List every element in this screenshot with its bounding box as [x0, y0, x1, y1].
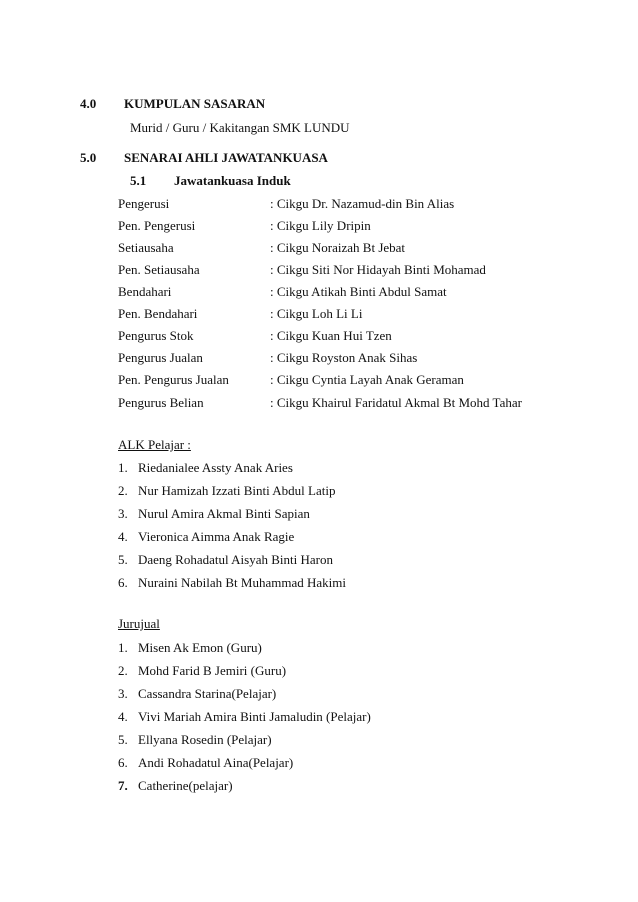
list-number: 5.: [118, 732, 128, 747]
committee-name: : Cikgu Royston Anak Sihas: [270, 350, 418, 365]
list-text: Daeng Rohadatul Aisyah Binti Haron: [138, 552, 333, 567]
committee-name: : Cikgu Siti Nor Hidayah Binti Mohamad: [270, 262, 486, 277]
list-text: Mohd Farid B Jemiri (Guru): [138, 663, 287, 678]
committee-name: : Cikgu Dr. Nazamud-din Bin Alias: [270, 196, 455, 211]
list-number: 7.: [118, 778, 128, 793]
list-item: [118, 778, 233, 794]
list-text: Nuraini Nabilah Bt Muhammad Hakimi: [138, 575, 346, 590]
list-text: Andi Rohadatul Aina(Pelajar): [138, 755, 294, 770]
committee-row: [118, 240, 618, 258]
list-item: [118, 732, 272, 748]
list-item: [118, 709, 371, 725]
list-item: [118, 506, 310, 522]
committee-row: [118, 262, 618, 280]
list-item: [118, 529, 294, 545]
list-item: [118, 755, 293, 771]
list-number: 3.: [118, 506, 128, 521]
committee-role: Pen. Setiausaha: [118, 262, 200, 277]
section-5-1-number: 5.1: [130, 173, 147, 188]
list-text: Catherine(pelajar): [138, 778, 233, 793]
committee-role: Pengurus Belian: [118, 395, 204, 410]
section-4-content: Murid / Guru / Kakitangan SMK LUNDU: [130, 120, 350, 135]
section-5-number: 5.0: [80, 150, 97, 165]
committee-name: : Cikgu Noraizah Bt Jebat: [270, 240, 406, 255]
list-number: 2.: [118, 663, 128, 678]
list-item: [118, 483, 335, 499]
list-item: [118, 460, 293, 476]
list-number: 1.: [118, 640, 128, 655]
committee-row: [118, 218, 618, 236]
committee-role: Pengurus Jualan: [118, 350, 203, 365]
committee-name: : Cikgu Cyntia Layah Anak Geraman: [270, 372, 464, 387]
jurujual-heading: Jurujual: [118, 616, 160, 631]
committee-role: Pengurus Stok: [118, 328, 194, 343]
list-number: 6.: [118, 575, 128, 590]
committee-role: Pen. Bendahari: [118, 306, 198, 321]
committee-role: Pengerusi: [118, 196, 170, 211]
committee-row: [118, 328, 618, 346]
list-number: 1.: [118, 460, 128, 475]
list-number: 3.: [118, 686, 128, 701]
section-4-number: 4.0: [80, 96, 97, 111]
list-number: 4.: [118, 709, 128, 724]
list-number: 2.: [118, 483, 128, 498]
committee-name: : Cikgu Atikah Binti Abdul Samat: [270, 284, 447, 299]
list-item: [118, 552, 333, 568]
committee-role: Pen. Pengurus Jualan: [118, 372, 229, 387]
section-5-1-title: Jawatankuasa Induk: [174, 173, 291, 188]
committee-name: : Cikgu Loh Li Li: [270, 306, 363, 321]
committee-name: : Cikgu Khairul Faridatul Akmal Bt Mohd Tahar: [270, 395, 522, 410]
list-item: [118, 686, 276, 702]
section-5-title: SENARAI AHLI JAWATANKUASA: [124, 150, 328, 165]
list-text: Ellyana Rosedin (Pelajar): [138, 732, 272, 747]
committee-role: Bendahari: [118, 284, 172, 299]
list-text: Cassandra Starina(Pelajar): [138, 686, 277, 701]
alk-heading: ALK Pelajar :: [118, 437, 191, 452]
list-text: Nurul Amira Akmal Binti Sapian: [138, 506, 310, 521]
list-text: Riedanialee Assty Anak Aries: [138, 460, 293, 475]
committee-row: [118, 306, 618, 324]
committee-row: [118, 196, 618, 214]
committee-name: : Cikgu Kuan Hui Tzen: [270, 328, 392, 343]
list-text: Vieronica Aimma Anak Ragie: [138, 529, 295, 544]
list-item: [118, 640, 262, 656]
committee-row: [118, 395, 618, 413]
section-4-title: KUMPULAN SASARAN: [124, 96, 266, 111]
list-text: Nur Hamizah Izzati Binti Abdul Latip: [138, 483, 336, 498]
committee-role: Setiausaha: [118, 240, 174, 255]
list-number: 4.: [118, 529, 128, 544]
list-number: 6.: [118, 755, 128, 770]
committee-role: Pen. Pengerusi: [118, 218, 196, 233]
list-number: 5.: [118, 552, 128, 567]
committee-name: : Cikgu Lily Dripin: [270, 218, 371, 233]
committee-row: [118, 350, 618, 368]
list-item: [118, 575, 346, 591]
list-item: [118, 663, 286, 679]
list-text: Vivi Mariah Amira Binti Jamaludin (Pelajar): [138, 709, 371, 724]
committee-row: [118, 284, 618, 302]
list-text: Misen Ak Emon (Guru): [138, 640, 262, 655]
committee-row: [118, 372, 618, 390]
